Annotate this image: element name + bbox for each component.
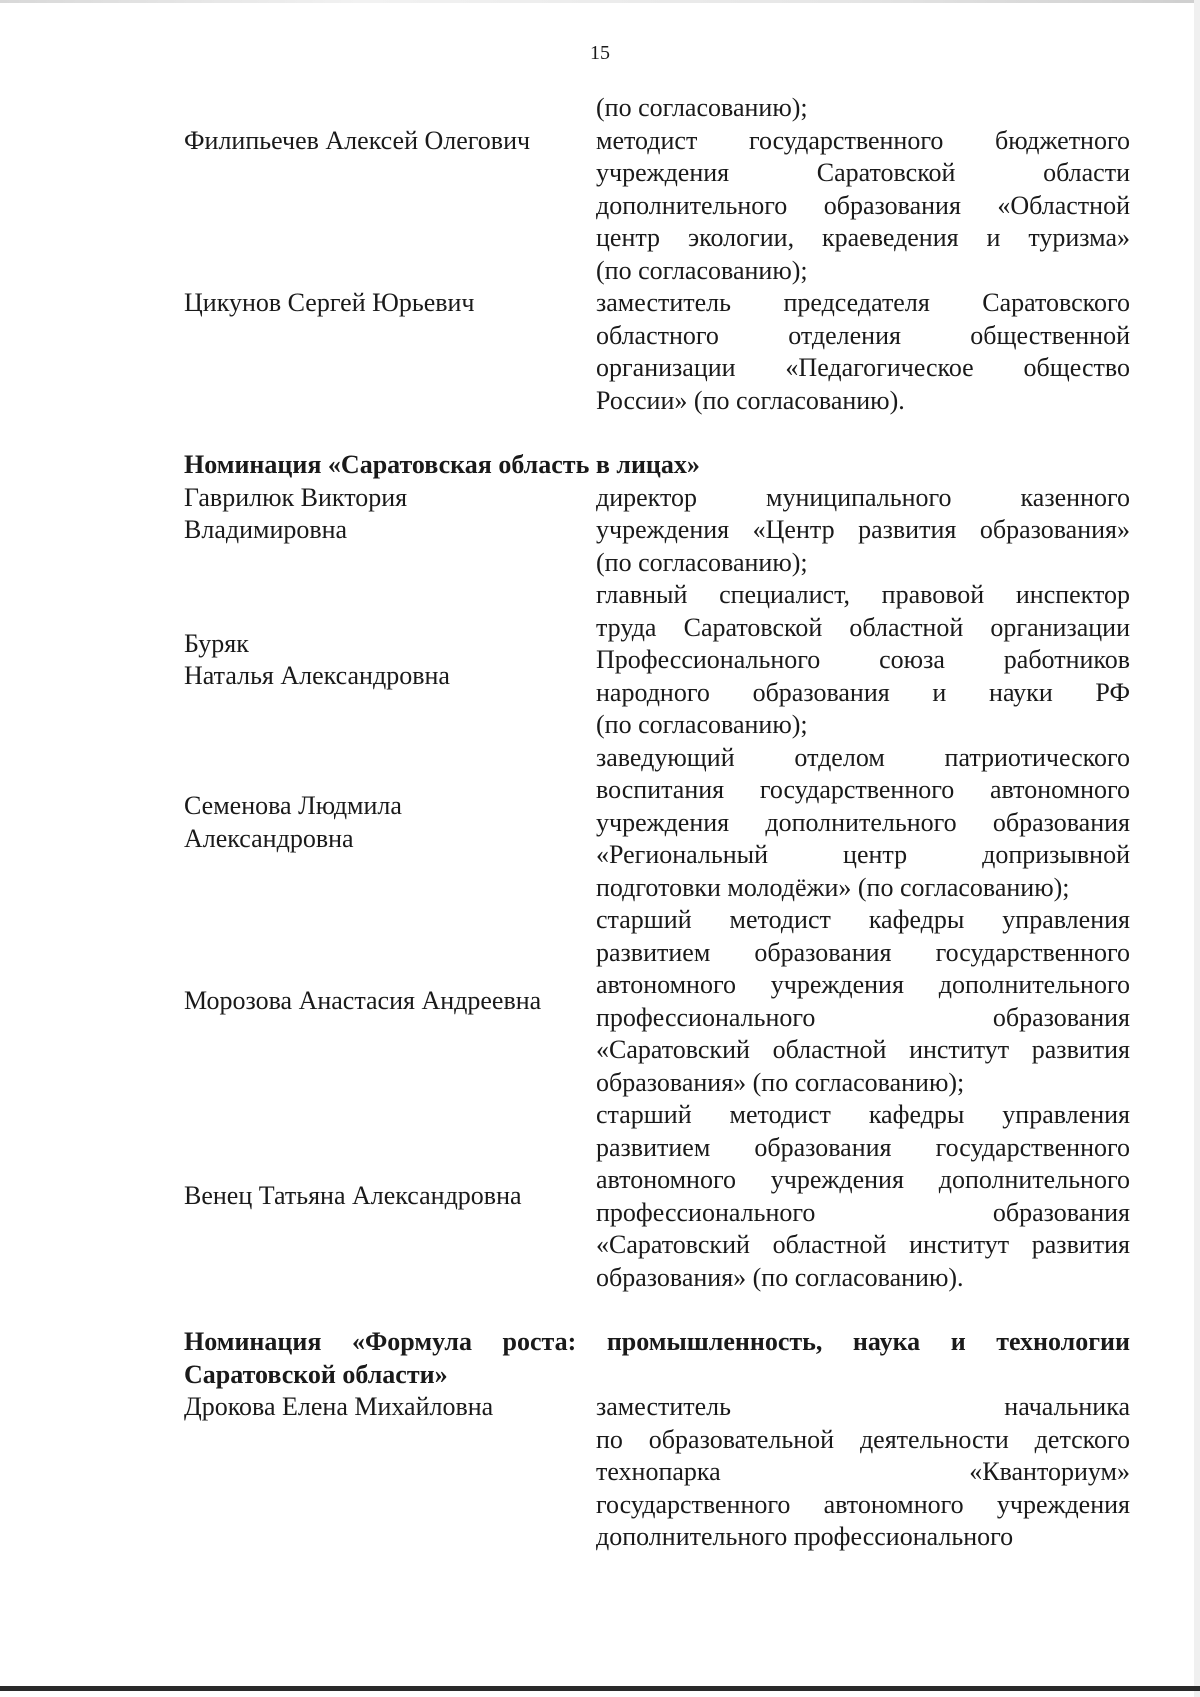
member-position bbox=[596, 742, 1130, 905]
member-name bbox=[184, 482, 596, 580]
member-name bbox=[184, 1099, 596, 1294]
member-position-line: воспитания государственного автономного bbox=[596, 775, 1130, 804]
member-position-line: старший методист кафедры управления bbox=[596, 905, 1130, 934]
member-position-line: «Саратовский областной институт развития bbox=[596, 1230, 1130, 1259]
member-name-line: Семенова Людмила bbox=[184, 791, 402, 821]
member-name bbox=[184, 904, 596, 1099]
member-position-line: учреждения Саратовской области bbox=[596, 158, 1130, 187]
nomination-heading bbox=[184, 449, 1130, 482]
member-position bbox=[596, 1099, 1130, 1294]
member-name-line: Морозова Анастасия Андреевна bbox=[184, 986, 542, 1016]
member-position-line: народного образования и науки РФ bbox=[596, 677, 1130, 707]
member-entry bbox=[184, 125, 1130, 288]
member-position-line: профессионального образования bbox=[596, 1197, 1130, 1227]
member-position-line: развитием образования государственного bbox=[596, 937, 1130, 967]
scan-edge-bottom bbox=[0, 1686, 1200, 1691]
member-position bbox=[596, 904, 1130, 1099]
member-position-line: по образовательной деятельности детского bbox=[596, 1424, 1130, 1454]
member-position bbox=[596, 482, 1130, 580]
member-position-line: автономного учреждения дополнительного bbox=[596, 1165, 1130, 1194]
member-name bbox=[184, 287, 596, 417]
member-position-line: образования» (по согласованию); bbox=[596, 1067, 965, 1097]
member-entry bbox=[184, 92, 1130, 125]
member-name-line: Филипьечев Алексей Олегович bbox=[184, 125, 531, 155]
member-position-line: развитием образования государственного bbox=[596, 1132, 1130, 1162]
member-name bbox=[184, 742, 596, 905]
commission-list bbox=[184, 92, 1130, 1554]
member-position-line: «Саратовский областной институт развития bbox=[596, 1035, 1130, 1064]
member-position-line: методист государственного бюджетного bbox=[596, 125, 1130, 155]
member-position-line: России» (по согласованию). bbox=[596, 385, 905, 415]
member-position-line: профессионального образования bbox=[596, 1002, 1130, 1032]
member-name-line: Дрокова Елена Михайловна bbox=[184, 1392, 494, 1421]
member-name-line: Буряк bbox=[184, 628, 249, 658]
section-gap bbox=[184, 417, 1130, 449]
member-name-line: Наталья Александровна bbox=[184, 661, 450, 691]
member-entry bbox=[184, 482, 1130, 580]
nomination-heading-line: Номинация «Формула роста: промышленность, наука и технологии bbox=[184, 1327, 1130, 1356]
member-position bbox=[596, 125, 1130, 288]
nomination-heading-line: Номинация «Саратовская область в лицах» bbox=[184, 450, 700, 479]
member-position-line: (по согласованию); bbox=[596, 255, 808, 285]
member-position-line: учреждения «Центр развития образования» bbox=[596, 515, 1130, 544]
member-name-line: Александровна bbox=[184, 823, 354, 853]
member-name bbox=[184, 125, 596, 288]
member-position-line: областного отделения общественной bbox=[596, 320, 1130, 350]
member-position-line: (по согласованию); bbox=[596, 93, 808, 122]
section-gap bbox=[184, 1294, 1130, 1326]
member-position-line: автономного учреждения дополнительного bbox=[596, 970, 1130, 999]
member-name-line: Цикунов Сергей Юрьевич bbox=[184, 288, 475, 317]
member-position-line: подготовки молодёжи» (по согласованию); bbox=[596, 872, 1070, 902]
member-position-line: дополнительного профессионального bbox=[596, 1522, 1014, 1551]
member-position bbox=[596, 579, 1130, 742]
member-entry bbox=[184, 1099, 1130, 1294]
scan-edge-right bbox=[1194, 0, 1200, 1697]
member-position bbox=[596, 92, 1130, 125]
member-position-line: главный специалист, правовой инспектор bbox=[596, 580, 1130, 609]
member-name bbox=[184, 92, 596, 125]
member-position-line: организации «Педагогическое общество bbox=[596, 353, 1130, 382]
member-entry bbox=[184, 904, 1130, 1099]
member-position-line: директор муниципального казенного bbox=[596, 482, 1130, 512]
nomination-heading bbox=[184, 1326, 1130, 1391]
member-position-line: старший методист кафедры управления bbox=[596, 1100, 1130, 1129]
member-position-line: образования» (по согласованию). bbox=[596, 1262, 964, 1292]
member-entry bbox=[184, 287, 1130, 417]
member-name-line: Гаврилюк Виктория bbox=[184, 482, 408, 512]
scan-edge-top bbox=[0, 0, 1200, 3]
page-number: 15 bbox=[590, 42, 610, 64]
member-position-line: (по согласованию); bbox=[596, 710, 808, 739]
member-position-line: «Региональный центр допризывной bbox=[596, 840, 1130, 869]
member-entry bbox=[184, 742, 1130, 905]
nomination-heading-line: Саратовской области» bbox=[184, 1359, 448, 1389]
member-position-line: (по согласованию); bbox=[596, 547, 808, 577]
member-position bbox=[596, 287, 1130, 417]
member-entry bbox=[184, 1391, 1130, 1554]
member-position-line: дополнительного образования «Областной bbox=[596, 190, 1130, 220]
member-position-line: технопарка «Кванториум» bbox=[596, 1457, 1130, 1486]
member-position-line: центр экологии, краеведения и туризма» bbox=[596, 223, 1130, 252]
member-position-line: учреждения дополнительного образования bbox=[596, 807, 1130, 837]
member-position-line: труда Саратовской областной организации bbox=[596, 612, 1130, 642]
member-name-line: Владимировна bbox=[184, 515, 348, 544]
member-name bbox=[184, 579, 596, 742]
member-position-line: заведующий отделом патриотического bbox=[596, 742, 1130, 772]
member-position-line: Профессионального союза работников bbox=[596, 645, 1130, 674]
member-position-line: заместитель председателя Саратовского bbox=[596, 288, 1130, 317]
member-name bbox=[184, 1391, 596, 1554]
member-entry bbox=[184, 579, 1130, 742]
member-name-line: Венец Татьяна Александровна bbox=[184, 1181, 522, 1211]
member-position bbox=[596, 1391, 1130, 1554]
member-position-line: государственного автономного учреждения bbox=[596, 1489, 1130, 1519]
member-position-line: заместитель начальника bbox=[596, 1392, 1130, 1421]
